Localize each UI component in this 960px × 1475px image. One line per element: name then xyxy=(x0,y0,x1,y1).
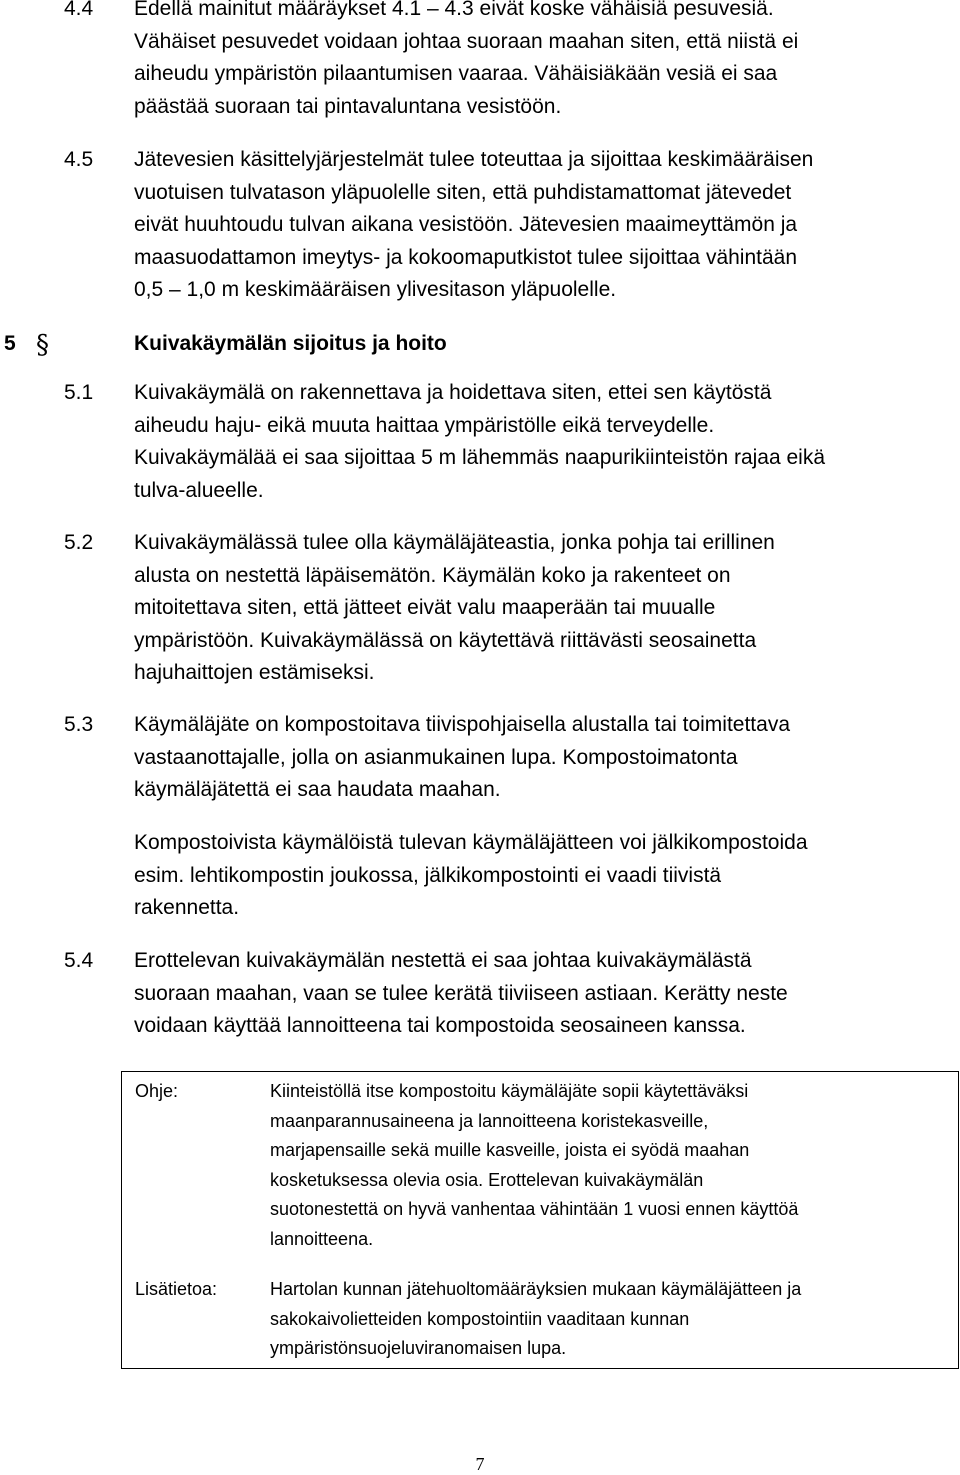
paragraph-text xyxy=(134,527,949,690)
text-line: aiheudu haju- eikä muuta haittaa ympäristölle eikä terveydelle. xyxy=(134,413,715,437)
text-line: eivät huuhtoudu tulvan aikana vesistöön. Jätevesien maaimeyttämön ja xyxy=(134,213,798,236)
text-line: Erottelevan kuivakäymälän nestettä ei saa johtaa kuivakäymälästä xyxy=(134,949,752,972)
text-line: Kiinteistöllä itse kompostoitu käymäläjäte sopii käytettäväksi xyxy=(270,1081,749,1101)
text-line: ympäristönsuojeluviranomaisen lupa. xyxy=(270,1338,567,1358)
paragraph-text xyxy=(134,827,949,925)
paragraph-text xyxy=(134,377,949,507)
text-line: Käymäläjäte on kompostoitava tiivispohjaisella alustalla tai toimitettava xyxy=(134,713,791,736)
text-line: päästää suoraan tai pintavaluntana vesistöön. xyxy=(134,94,562,118)
paragraph-text xyxy=(134,945,949,1043)
text-line: Vähäiset pesuvedet voidaan johtaa suoraan maahan siten, että niistä ei xyxy=(134,29,799,53)
text-line: ympäristöön. Kuivakäymälässä on käytettävä riittävästi seosainetta xyxy=(134,628,757,652)
paragraph-number: 5.1 xyxy=(64,381,94,404)
text-line: Jätevesien käsittelyjärjestelmät tulee toteuttaa ja sijoittaa keskimääräisen xyxy=(134,148,814,171)
paragraph-number: 4.4 xyxy=(64,0,94,20)
section-title: Kuivakäymälän sijoitus ja hoito xyxy=(134,332,447,355)
text-line: lannoitteena. xyxy=(270,1228,374,1249)
text-line: voidaan käyttää lannoitteena tai kompostoida seosaineen kanssa. xyxy=(134,1014,746,1037)
paragraph-number: 4.5 xyxy=(64,148,94,171)
text-line: Kompostoivista käymälöistä tulevan käymäläjätteen voi jälkikompostoida xyxy=(134,831,808,854)
text-line: suoraan maahan, vaan se tulee kerätä tiiviiseen astiaan. Kerätty neste xyxy=(134,981,788,1005)
text-line: vuotuisen tulvatason yläpuolelle siten, että puhdistamattomat jätevedet xyxy=(134,180,792,204)
text-line: alusta on nestettä läpäisemätön. Käymälän koko ja rakenteet on xyxy=(134,563,731,587)
text-line: Hartolan kunnan jätehuoltomääräyksien mukaan käymäläjätteen ja xyxy=(270,1279,802,1299)
text-line: Kuivakäymälää ei saa sijoittaa 5 m lähemmäs naapurikiinteistön rajaa eikä xyxy=(134,446,826,469)
text-line: 0,5 – 1,0 m keskimääräisen ylivesitason yläpuolelle. xyxy=(134,278,617,301)
guide-label: Ohje: xyxy=(135,1081,179,1101)
paragraph-number: 5.3 xyxy=(64,713,94,736)
text-line: Kuivakäymälässä tulee olla käymäläjäteastia, jonka pohja tai erillinen xyxy=(134,531,775,554)
text-line: vastaanottajalle, jolla on asianmukainen lupa. Kompostoimatonta xyxy=(134,745,738,769)
text-line: aiheudu ympäristön pilaantumisen vaaraa. Vähäisiäkään vesiä ei saa xyxy=(134,62,778,85)
paragraph-text xyxy=(134,144,949,307)
paragraph-number: 5.2 xyxy=(64,531,94,554)
text-line: tulva-alueelle. xyxy=(134,478,264,502)
guidance-box xyxy=(121,1071,959,1369)
text-line: maanparannusaineena ja lannoitteena koristekasveille, xyxy=(270,1110,709,1131)
page-number: 7 xyxy=(475,1454,485,1474)
paragraph-text xyxy=(134,709,949,807)
section-symbol: § xyxy=(36,330,49,360)
paragraph-number: 5.4 xyxy=(64,949,94,972)
text-line: rakennetta. xyxy=(134,896,240,919)
text-line: hajuhaittojen estämiseksi. xyxy=(134,661,375,684)
text-line: mitoitettava siten, että jätteet eivät valu maaperään tai muualle xyxy=(134,596,716,619)
text-line: marjapensaille sekä muille kasveille, joista ei syödä maahan xyxy=(270,1140,750,1160)
text-line: suotonestettä on hyvä vanhentaa vähintään 1 vuosi ennen käyttöä xyxy=(270,1199,799,1219)
paragraph-text xyxy=(134,0,949,123)
guide-text xyxy=(270,1077,950,1254)
text-line: Kuivakäymälä on rakennettava ja hoidettava siten, ettei sen käytöstä xyxy=(134,381,772,404)
text-line: maasuodattamon imeytys- ja kokoomaputkistot tulee sijoittaa vähintään xyxy=(134,245,798,269)
text-line: kosketuksessa olevia osia. Erottelevan kuivakäymälän xyxy=(270,1169,704,1190)
section-number: 5 xyxy=(4,332,16,355)
text-line: käymäläjätettä ei saa haudata maahan. xyxy=(134,778,501,801)
info-label: Lisätietoa: xyxy=(135,1279,218,1299)
text-line: sakokaivolietteiden kompostointiin vaaditaan kunnan xyxy=(270,1308,690,1329)
section-heading xyxy=(0,326,960,362)
text-line: esim. lehtikompostin joukossa, jälkikompostointi ei vaadi tiivistä xyxy=(134,863,722,887)
info-text xyxy=(270,1275,950,1364)
text-line: Edellä mainitut määräykset 4.1 – 4.3 eivät koske vähäisiä pesuvesiä. xyxy=(134,0,774,20)
